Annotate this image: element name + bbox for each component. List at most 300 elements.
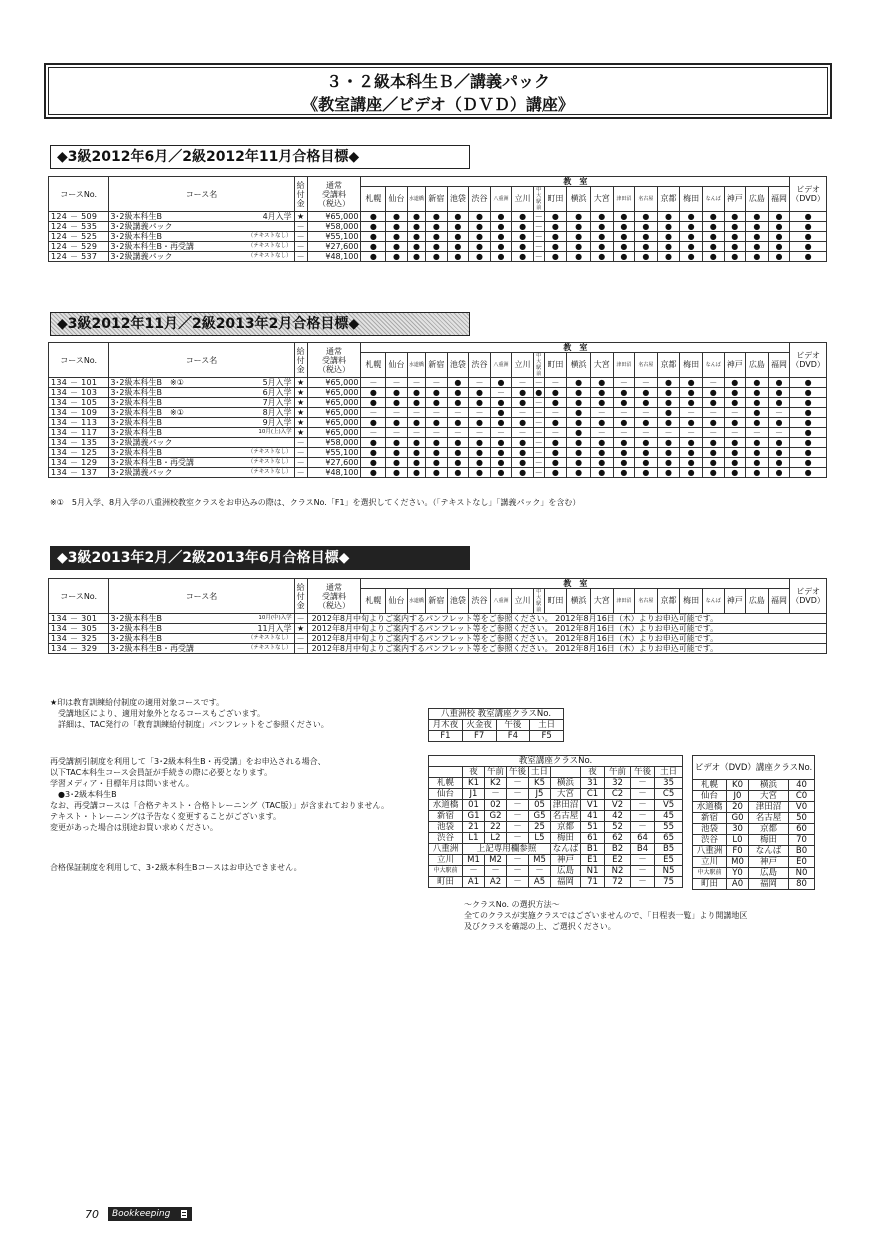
section-header-1: ◆3級2012年6月／2級2012年11月合格目標◆ [50,145,470,169]
availability-mark: － [613,408,635,418]
kyufu-mark: － [294,614,307,624]
availability-mark: ● [768,418,790,428]
col-course-name: コース名 [109,343,294,378]
availability-mark: ● [490,252,512,262]
availability-mark: － [534,438,543,447]
video-cell: 大宮 [749,791,789,802]
availability-mark: ● [590,468,613,478]
availability-mark: ● [635,418,658,428]
class-cell: M1 [463,855,485,866]
availability-mark: ● [680,438,703,448]
col-fee: 通常 受講料 （税込） [307,177,361,212]
col-location: 渋谷 [469,187,491,212]
availability-mark: ● [635,212,658,222]
col-kyufu: 給 付 金 [294,343,307,378]
availability-mark: ● [702,438,724,448]
availability-mark: ● [635,458,658,468]
class-cell: 池袋 [429,822,463,833]
availability-mark: ● [361,252,386,262]
availability-mark: ● [590,212,613,222]
course-name: 3･2級本科生B 7月入学 [109,398,294,408]
course-fee: ¥65,000 [307,428,361,438]
availability-mark: ● [680,418,703,428]
col-location: 大宮 [590,353,613,378]
availability-mark: － [534,458,543,467]
availability-mark: ● [447,468,469,478]
col-kyufu: 給 付 金 [294,579,307,614]
col-location: 梅田 [680,187,703,212]
availability-mark: － [534,232,543,241]
table-row [693,813,815,824]
availability-mark: ● [635,398,658,408]
video-cell: 八重洲 [693,846,727,857]
selection-note-title: ～クラスNo. の選択方法～ [464,900,560,909]
col-location: 名古屋 [635,589,658,614]
availability-mark: － [534,408,543,417]
availability-mark: ● [567,232,591,242]
availability-mark: ● [635,242,658,252]
video-cell: 60 [789,824,815,835]
class-cell: 31 [581,778,605,789]
course-fee: ¥65,000 [307,398,361,408]
video-cell: 50 [789,813,815,824]
video-mark: ● [790,212,827,222]
class-cell: － [507,800,529,811]
kyufu-mark: － [294,242,307,252]
availability-mark: ● [657,458,680,468]
availability-mark: ● [426,398,448,408]
page-title: ３・２級本科生Ｂ／講義パック [325,72,550,91]
col-classroom: 教 室 [361,579,790,589]
kyufu-mark: － [294,448,307,458]
col-location: 池袋 [447,353,469,378]
availability-mark: － [534,212,543,221]
selection-note-line: 全てのクラスが実施クラスではございませんので、「日程表一覧」より開講地区 [464,911,748,920]
video-cell: 30 [727,824,749,835]
availability-mark: ● [447,252,469,262]
class-cell: E5 [655,855,683,866]
availability-mark: ● [567,458,591,468]
availability-mark: ● [613,448,635,458]
availability-mark: ● [590,378,613,388]
availability-mark: ● [512,468,534,478]
class-cell: － [507,822,529,833]
class-cell: － [631,778,655,789]
availability-mark: ● [613,212,635,222]
table-row [49,242,827,252]
availability-mark: ● [746,438,769,448]
availability-mark: ● [361,468,386,478]
availability-mark: ● [361,232,386,242]
availability-mark: ● [512,398,534,408]
class-cell: L2 [485,833,507,844]
class-cell: B1 [581,844,605,855]
table-row [429,844,683,855]
availability-mark: ● [657,398,680,408]
col-location: 広島 [746,589,769,614]
availability-mark: ● [386,212,408,222]
table-row [49,252,827,262]
course-name: 3･2級本科生B 10月(中)入学 [109,614,294,624]
video-cell: 福岡 [749,879,789,890]
availability-mark: ● [426,212,448,222]
footer-label [108,1207,192,1221]
col-location: なんば [702,187,724,212]
availability-mark: ● [746,232,769,242]
class-cell: － [507,789,529,800]
course-note: 2012年8月中旬よりご案内するパンフレット等をご参照ください。 2012年8月16日（木）よりお申込可能です。 [307,624,826,634]
col-location: 町田 [544,353,567,378]
availability-mark: ● [469,398,491,408]
availability-mark: ● [567,212,591,222]
video-mark: ● [790,438,827,448]
availability-mark: － [469,378,491,388]
col-location: 水道橋 [407,589,425,614]
availability-mark: ● [544,438,567,448]
availability-mark: ● [544,418,567,428]
availability-mark: ● [590,388,613,398]
video-cell: K0 [727,780,749,791]
course-note: 2012年8月中旬よりご案内するパンフレット等をご参照ください。 2012年8月16日（木）よりお申込可能です。 [307,644,826,654]
selection-note-line: 及びクラスを確認の上、ご選択ください。 [464,922,616,931]
class-cell: － [507,811,529,822]
availability-mark: ● [702,388,724,398]
col-location: 福岡 [768,589,790,614]
video-mark: ● [790,418,827,428]
class-cell: － [631,800,655,811]
availability-mark: ● [567,388,591,398]
class-cell: E1 [581,855,605,866]
class-cell: － [507,866,529,877]
availability-mark: ● [447,232,469,242]
col-location: 横浜 [567,187,591,212]
course-fee: ¥65,000 [307,212,361,222]
availability-mark: － [544,378,567,388]
note-line: 受講地区により、適用対象外となるコースもございます。 [50,709,265,718]
availability-mark: ● [657,448,680,458]
class-cell: － [485,789,507,800]
availability-mark: － [447,408,469,418]
calculator-icon [180,1209,188,1219]
col-location: 広島 [746,187,769,212]
table-row [429,789,683,800]
availability-mark: ● [447,212,469,222]
availability-mark: ● [680,252,703,262]
course-sub: 10月(上)入学 [258,429,292,435]
availability-mark: ● [535,388,543,397]
kyufu-mark: ★ [294,624,307,634]
availability-mark: ● [613,252,635,262]
kyufu-mark: ★ [294,212,307,222]
availability-mark: － [534,448,543,457]
course-no: 134 － 109 [49,408,109,418]
course-fee: ¥55,100 [307,232,361,242]
course-no: 124 － 537 [49,252,109,262]
availability-mark: ● [635,232,658,242]
availability-mark: ● [426,438,448,448]
video-mark: ● [790,252,827,262]
video-cell: 町田 [693,879,727,890]
video-mark: ● [790,408,827,418]
col-location: 京都 [657,589,680,614]
class-cell: N1 [581,866,605,877]
availability-mark: ● [544,388,567,398]
table-row [49,388,827,398]
availability-mark: ● [768,212,790,222]
availability-mark: ● [567,252,591,262]
video-cell: 横浜 [749,780,789,791]
availability-mark: ● [657,438,680,448]
yaesu-val: F1 [429,731,463,742]
availability-mark: － [635,428,658,438]
availability-mark: － [386,428,408,438]
class-cell: 22 [485,822,507,833]
availability-mark: － [534,242,543,251]
table-row [429,866,683,877]
table-row [693,791,815,802]
availability-mark: － [407,408,425,418]
col-location: 中大駅前 [533,589,544,614]
col-fee: 通常 受講料 （税込） [307,579,361,614]
class-cell: G1 [463,811,485,822]
class-cell: 渋谷 [429,833,463,844]
video-mark: ● [790,232,827,242]
availability-mark: － [746,428,769,438]
availability-mark: ● [490,458,512,468]
availability-mark: ● [469,232,491,242]
kyufu-mark: － [294,468,307,478]
note-line: テキスト・トレーニングは予告なく変更することがございます。 [50,812,282,821]
availability-mark: ● [407,448,425,458]
video-cell: 京都 [749,824,789,835]
availability-mark: ● [490,242,512,252]
availability-mark: － [361,378,386,388]
availability-mark: ● [746,378,769,388]
course-sub: （テキストなし） [247,645,292,651]
video-cell: 池袋 [693,824,727,835]
availability-mark: ● [724,398,746,408]
class-cell: － [507,855,529,866]
video-cell: 札幌 [693,780,727,791]
availability-mark: － [361,428,386,438]
class-cell: A2 [485,877,507,888]
class-table-head: 午後 [631,767,655,778]
availability-mark: ● [386,398,408,408]
course-sub: （テキストなし） [247,635,292,641]
table-row [49,222,827,232]
availability-mark: ● [361,458,386,468]
class-cell: 中大駅前 [429,866,463,877]
class-table-head: 午後 [507,767,529,778]
table-row [49,468,827,478]
class-cell: E2 [605,855,631,866]
availability-mark: ● [426,458,448,468]
availability-mark: ● [544,252,567,262]
class-cell: － [507,778,529,789]
availability-mark: ● [544,448,567,458]
class-cell: V2 [605,800,631,811]
availability-mark: ● [680,242,703,252]
availability-mark: ● [635,252,658,262]
col-location: 町田 [544,589,567,614]
table-row [693,780,815,791]
availability-mark: － [534,418,543,427]
class-cell: － [507,833,529,844]
availability-mark: ● [386,222,408,232]
course-no: 134 － 329 [49,644,109,654]
availability-mark: － [426,408,448,418]
table-row [49,232,827,242]
class-cell: 05 [529,800,551,811]
class-cell: － [631,855,655,866]
availability-mark: ● [724,388,746,398]
video-cell: J0 [727,791,749,802]
availability-mark: － [590,428,613,438]
class-cell: 広島 [551,866,581,877]
class-cell: － [463,866,485,877]
availability-mark: ● [426,222,448,232]
video-mark: ● [790,428,827,438]
page-subtitle: 《教室講座／ビデオ（ＤＶＤ）講座》 [302,95,574,114]
availability-mark: ● [512,438,534,448]
col-classroom: 教 室 [361,343,790,353]
col-location: 大宮 [590,589,613,614]
class-cell: － [631,811,655,822]
kyufu-mark: ★ [294,388,307,398]
class-cell: J5 [529,789,551,800]
availability-mark: ● [768,222,790,232]
availability-mark: ● [635,448,658,458]
col-fee: 通常 受講料 （税込） [307,343,361,378]
class-cell: 41 [581,811,605,822]
class-cell: V5 [655,800,683,811]
class-cell: － [631,866,655,877]
class-cell: 上記専用欄参照 [463,844,551,855]
class-cell: L5 [529,833,551,844]
class-cell: 札幌 [429,778,463,789]
availability-mark: ● [768,232,790,242]
class-cell: J1 [463,789,485,800]
course-sub: （テキストなし） [247,233,292,239]
yaesu-title: 八重洲校 教室講座クラスNo. [429,709,564,720]
availability-mark: ● [567,242,591,252]
availability-mark: ● [567,222,591,232]
availability-mark: ● [768,252,790,262]
availability-mark: ● [768,438,790,448]
availability-mark: ● [680,212,703,222]
class-cell: G5 [529,811,551,822]
class-table-head [551,767,581,778]
availability-mark: － [447,428,469,438]
table-row [429,833,683,844]
availability-mark: ● [702,242,724,252]
course-no: 124 － 509 [49,212,109,222]
availability-mark: ● [544,232,567,242]
class-cell: 51 [581,822,605,833]
class-cell: 02 [485,800,507,811]
notes-kyufu [50,697,329,730]
availability-mark: ● [490,438,512,448]
availability-mark: ● [590,448,613,458]
table-row [429,778,683,789]
availability-mark: ● [768,448,790,458]
course-sub: （テキストなし） [247,243,292,249]
class-cell: V1 [581,800,605,811]
class-cell: M5 [529,855,551,866]
kyufu-mark: － [294,458,307,468]
table-row [693,846,815,857]
availability-mark: ● [702,232,724,242]
class-cell: A5 [529,877,551,888]
availability-mark: ● [386,232,408,242]
video-cell: 仙台 [693,791,727,802]
availability-mark: ● [544,468,567,478]
col-location: 新宿 [426,589,448,614]
footnote: ※① 5月入学、8月入学の八重洲校教室クラスをお申込みの際は、クラスNo.「F1」を選択してください。（「テキストなし」「講義パック」を含む） [50,498,581,507]
col-location: 渋谷 [469,589,491,614]
video-cell: 名古屋 [749,813,789,824]
course-fee: ¥65,000 [307,408,361,418]
availability-mark: ● [490,232,512,242]
availability-mark: ● [490,448,512,458]
class-cell: A1 [463,877,485,888]
course-sub: 8月入学 [262,408,292,417]
class-table-head: 夜 [581,767,605,778]
col-location: なんば [702,589,724,614]
video-cell: E0 [789,857,815,868]
course-no: 134 － 137 [49,468,109,478]
col-video: ビデオ （DVD） [790,579,827,614]
availability-mark: － [534,378,543,387]
yaesu-val: F4 [496,731,530,742]
availability-mark: ● [680,398,703,408]
availability-mark: ● [512,232,534,242]
class-cell: B5 [655,844,683,855]
col-location: 渋谷 [469,353,491,378]
video-mark: ● [790,398,827,408]
class-cell: N2 [605,866,631,877]
availability-mark: ● [407,388,425,398]
availability-mark: ● [657,378,680,388]
availability-mark: ● [724,252,746,262]
availability-mark: ● [613,438,635,448]
availability-mark: － [590,408,613,418]
table-row [49,614,827,624]
availability-mark: － [613,378,635,388]
availability-mark: － [512,408,534,418]
class-cell: 71 [581,877,605,888]
course-sub: 7月入学 [262,398,292,407]
availability-mark: － [534,468,543,477]
video-mark: ● [790,378,827,388]
col-kyufu: 給 付 金 [294,177,307,212]
availability-mark: ● [512,458,534,468]
availability-mark: ● [469,438,491,448]
course-no: 134 － 117 [49,428,109,438]
availability-mark: ● [746,212,769,222]
availability-mark: ● [746,468,769,478]
availability-mark: ● [567,448,591,458]
class-cell: L1 [463,833,485,844]
availability-mark: ● [512,242,534,252]
video-mark: ● [790,388,827,398]
course-name: 3･2級本科生B ※① 5月入学 [109,378,294,388]
availability-mark: ● [702,418,724,428]
col-location: 水道橋 [407,187,425,212]
col-location: 京都 [657,187,680,212]
table-row [429,877,683,888]
course-no: 134 － 125 [49,448,109,458]
